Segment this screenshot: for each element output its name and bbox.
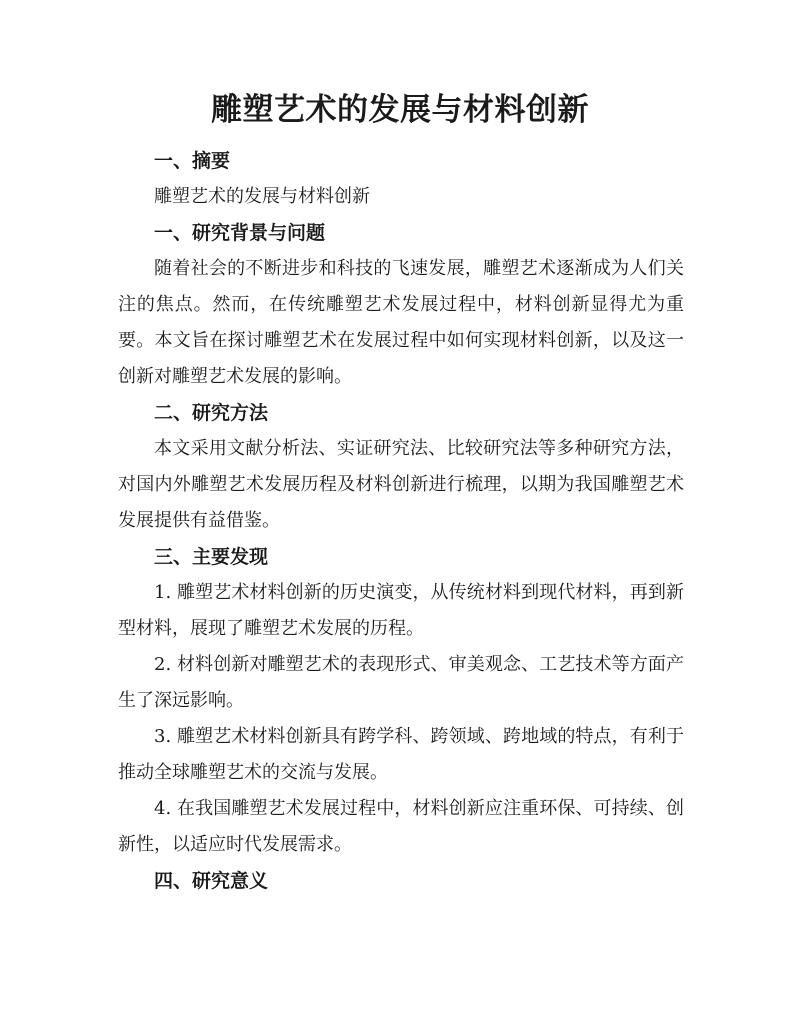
- section-heading-background: 一、研究背景与问题: [154, 222, 326, 244]
- finding-item-3: 3. 雕塑艺术材料创新具有跨学科、跨领域、跨地域的特点，有利于推动全球雕塑艺术的交流与发展。: [118, 726, 684, 783]
- section-heading-abstract: 一、摘要: [154, 150, 231, 172]
- finding-item-4: 4. 在我国雕塑艺术发展过程中，材料创新应注重环保、可持续、创新性，以适应时代发展需求。: [118, 798, 684, 855]
- methods-paragraph: 本文采用文献分析法、实证研究法、比较研究法等多种研究方法，对国内外雕塑艺术发展历程及材料创新进行梳理，以期为我国雕塑艺术发展提供有益借鉴。: [118, 438, 684, 531]
- abstract-paragraph: 雕塑艺术的发展与材料创新: [154, 186, 370, 207]
- section-heading-findings: 三、主要发现: [154, 546, 269, 568]
- document-title: 雕塑艺术的发展与材料创新: [211, 92, 589, 128]
- finding-item-1: 1. 雕塑艺术材料创新的历史演变，从传统材料到现代材料，再到新型材料，展现了雕塑艺术发展的历程。: [118, 582, 684, 639]
- section-heading-significance: 四、研究意义: [154, 870, 269, 892]
- background-paragraph: 随着社会的不断进步和科技的飞速发展，雕塑艺术逐渐成为人们关注的焦点。然而，在传统雕塑艺术发展过程中，材料创新显得尤为重要。本文旨在探讨雕塑艺术在发展过程中如何实现材料创新，以及这一创新对雕塑艺术发展的影响。: [118, 258, 684, 387]
- section-heading-methods: 二、研究方法: [154, 402, 269, 424]
- finding-item-2: 2. 材料创新对雕塑艺术的表现形式、审美观念、工艺技术等方面产生了深远影响。: [118, 654, 684, 711]
- document-body: [118, 143, 684, 899]
